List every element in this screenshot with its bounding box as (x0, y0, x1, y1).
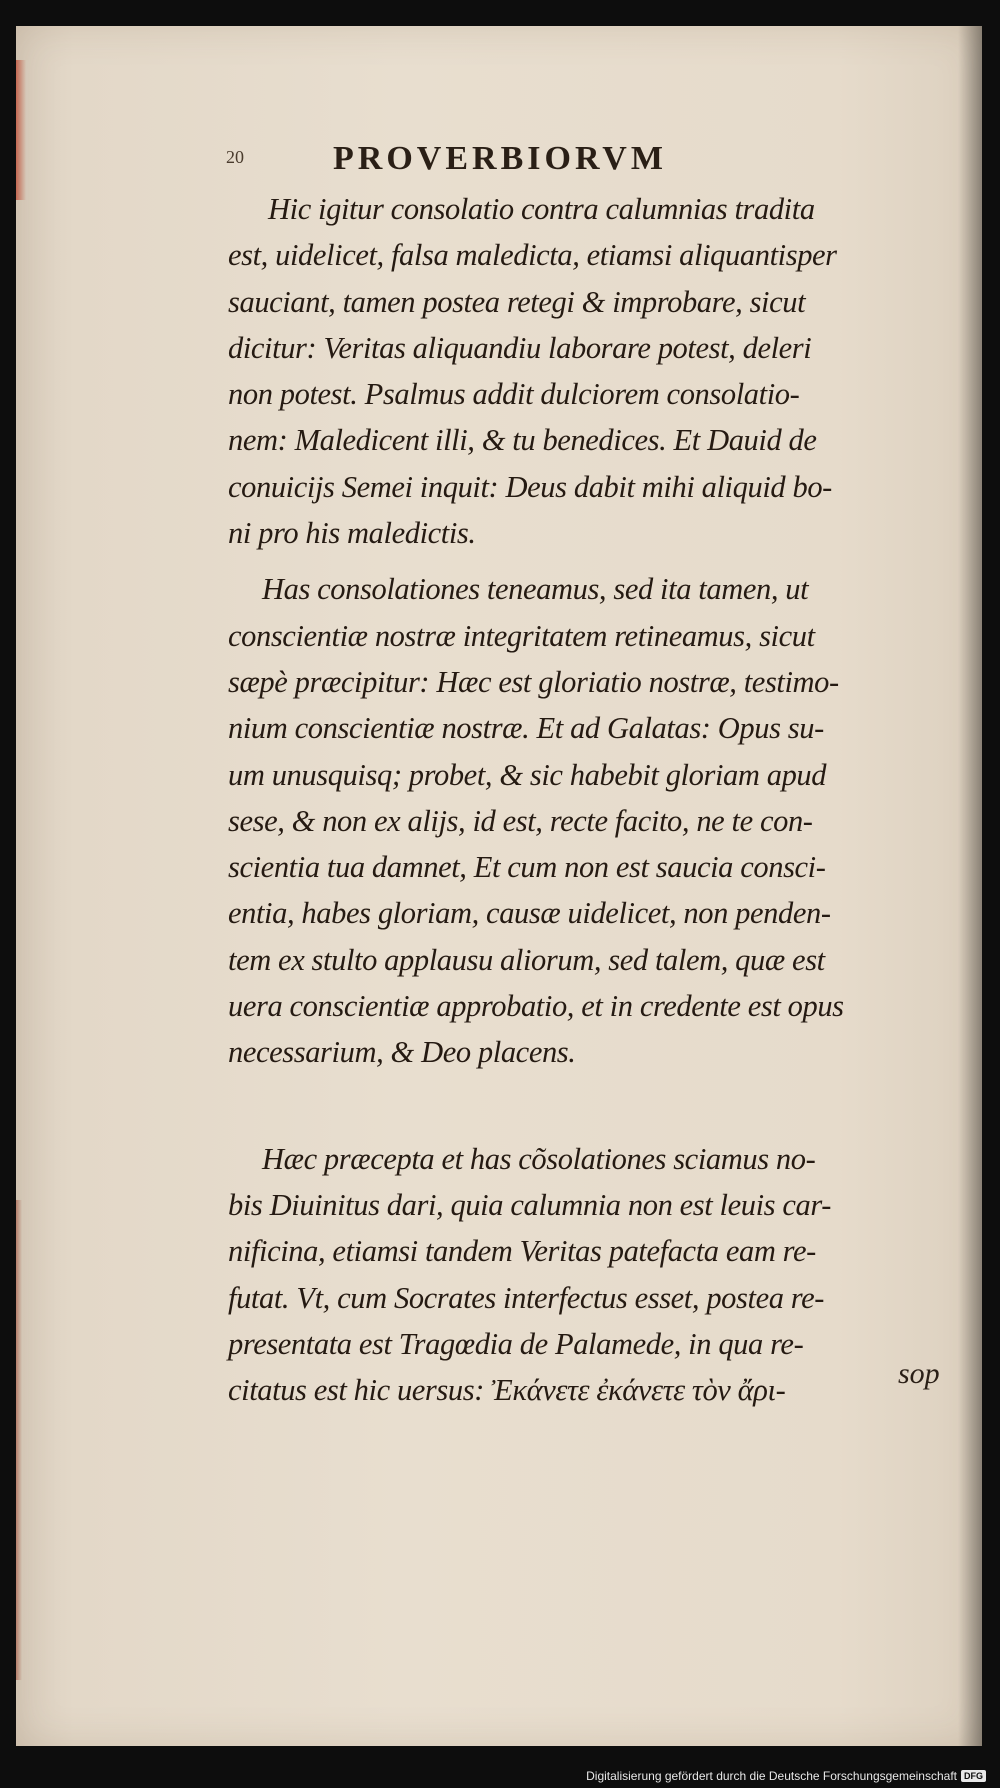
text-line: scientia tua damnet, Et cum non est saucia consci- (228, 850, 826, 885)
text-line: uera conscientiæ approbatio, et in credente est opus (228, 989, 844, 1024)
text-line: nium conscientiæ nostræ. Et ad Galatas: Opus su- (228, 711, 824, 746)
text-line: Hic igitur consolatio contra calumnias tradita (268, 192, 815, 226)
text-line: nificina, etiamsi tandem Veritas patefacta eam re- (228, 1234, 816, 1269)
text-block (228, 186, 944, 1413)
text-line: sese, & non ex alijs, id est, recte facito, ne te con- (228, 803, 813, 838)
running-head: PROVERBIORVM (333, 140, 667, 177)
text-line: Hæc præcepta et has cõsolationes sciamus no- (262, 1141, 816, 1176)
text-line: sæpè præcipitur: Hæc est gloriatio nostræ, testimo- (228, 664, 839, 699)
text-line: non potest. Psalmus addit dulciorem consolatio- (228, 377, 800, 412)
text-line: tem ex stulto applausu aliorum, sed talem, quæ est (228, 942, 825, 977)
text-line: um unusquisq; probet, & sic habebit gloriam apud (228, 757, 827, 792)
text-line: conuicijs Semei inquit: Deus dabit mihi aliquid bo- (228, 469, 832, 504)
text-line: futat. Vt, cum Socrates interfectus esset, postea re- (228, 1280, 825, 1315)
text-line: est, uidelicet, falsa maledicta, etiamsi aliquantisper (228, 238, 837, 273)
text-line: presentata est Tragœdia de Palamede, in qua re- (228, 1326, 804, 1361)
text-line: ni pro his maledictis. (228, 516, 476, 551)
text-line: bis Diuinitus dari, quia calumnia non est leuis car- (228, 1187, 831, 1222)
text-line: citatus est hic uersus: Ἐκάνετε ἐκάνετε τὸν ἄρι- (228, 1373, 786, 1408)
credit-text: Digitalisierung gefördert durch die Deutsche Forschungsgemeinschaft (586, 1769, 957, 1783)
digitization-credit (586, 1769, 986, 1783)
dfg-logo: DFG (961, 1770, 986, 1782)
spine-shadow (958, 26, 982, 1746)
text-line: sauciant, tamen postea retegi & improbare, sicut (228, 284, 806, 319)
page-edge-stain (16, 60, 26, 200)
page-edge-stain-lower (16, 1200, 22, 1680)
paragraph-3 (228, 1136, 944, 1414)
paragraph-1 (228, 186, 944, 556)
text-line: nem: Maledicent illi, & tu benedices. Et Dauid de (228, 423, 817, 458)
text-line: entia, habes gloriam, causæ uidelicet, non penden- (228, 896, 831, 931)
paragraph-2 (228, 566, 944, 1075)
page-number: 20 (226, 147, 244, 167)
text-line: necessarium, & Deo placens. (228, 1035, 576, 1070)
text-line: conscientiæ nostræ integritatem retineamus, sicut (228, 618, 815, 653)
text-line: dicitur: Veritas aliquandiu laborare potest, deleri (228, 330, 812, 365)
catchword: sop (898, 1357, 940, 1390)
text-line: Has consolationes teneamus, sed ita tamen, ut (262, 572, 809, 607)
